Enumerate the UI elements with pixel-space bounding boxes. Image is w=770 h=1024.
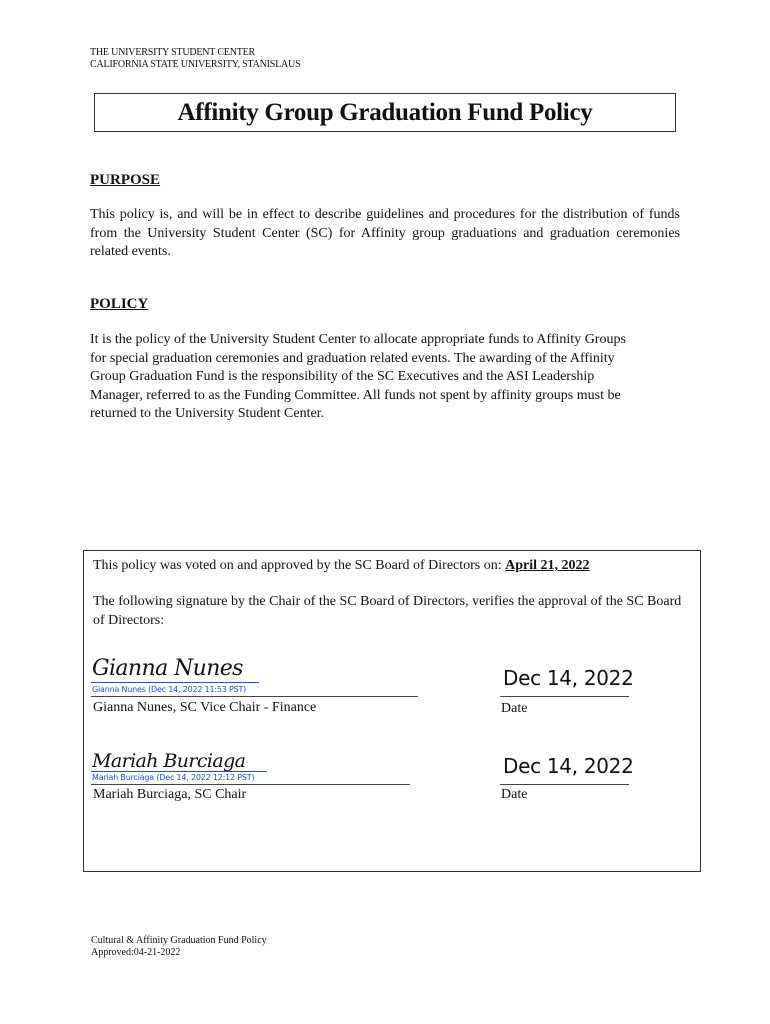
purpose-heading: PURPOSE bbox=[90, 172, 161, 188]
policy-line: returned to the University Student Center. bbox=[90, 406, 325, 421]
policy-line: for special graduation ceremonies and graduation related events. The awarding of the Affinity bbox=[90, 350, 615, 366]
footer-approved-date: Approved:04-21-2022 bbox=[91, 947, 181, 958]
signature-caption-1: Gianna Nunes (Dec 14, 2022 11:53 PST) bbox=[92, 685, 247, 694]
document-title: Affinity Group Graduation Fund Policy bbox=[177, 98, 593, 126]
policy-line: Manager, referred to as the Funding Committee. All funds not spent by affinity groups must be bbox=[90, 387, 621, 403]
footer-policy-name: Cultural & Affinity Graduation Fund Policy bbox=[91, 935, 267, 946]
date-line-2 bbox=[500, 784, 629, 785]
signature-line-2 bbox=[91, 784, 410, 785]
signature-underline-1 bbox=[91, 682, 259, 683]
signature-line-1 bbox=[91, 696, 418, 697]
date-line-1 bbox=[500, 696, 629, 697]
signer-name-2: Mariah Burciaga, SC Chair bbox=[93, 787, 247, 802]
verification-statement: The following signature by the Chair of the SC Board of Directors, verifies the approval of the SC Board of Directors: bbox=[93, 594, 682, 628]
policy-line: Group Graduation Fund is the responsibility of the SC Executives and the ASI Leadership bbox=[90, 369, 595, 384]
signature-underline-2 bbox=[91, 771, 267, 772]
policy-line: It is the policy of the University Student Center to allocate appropriate funds to Affinity Groups bbox=[90, 332, 626, 347]
title-box bbox=[94, 93, 676, 132]
header-university: CALIFORNIA STATE UNIVERSITY, STANISLAUS bbox=[90, 59, 301, 70]
policy-text bbox=[90, 331, 690, 424]
signature-caption-2: Mariah Burciaga (Dec 14, 2022 12:12 PST) bbox=[92, 773, 255, 782]
date-label-2: Date bbox=[501, 787, 528, 802]
signature-date-1: Dec 14, 2022 bbox=[503, 666, 634, 690]
signer-name-1: Gianna Nunes, SC Vice Chair - Finance bbox=[93, 700, 317, 715]
approval-date: April 21, 2022 bbox=[505, 558, 590, 573]
signature-date-2: Dec 14, 2022 bbox=[503, 754, 634, 778]
policy-heading: POLICY bbox=[90, 296, 149, 312]
date-label-1: Date bbox=[501, 701, 528, 716]
approval-statement bbox=[93, 557, 590, 576]
purpose-text: This policy is, and will be in effect to describe guidelines and procedures for the distribution of funds from the University Student Center (SC) for Affinity group graduations and graduation ceremonies related events. bbox=[90, 207, 680, 259]
signature-script-2: Mariah Burciaga bbox=[92, 750, 246, 772]
header-organization: THE UNIVERSITY STUDENT CENTER bbox=[90, 47, 256, 58]
signature-script-1: Gianna Nunes bbox=[92, 656, 243, 681]
approval-statement-text: This policy was voted on and approved by the SC Board of Directors on: bbox=[93, 558, 506, 573]
